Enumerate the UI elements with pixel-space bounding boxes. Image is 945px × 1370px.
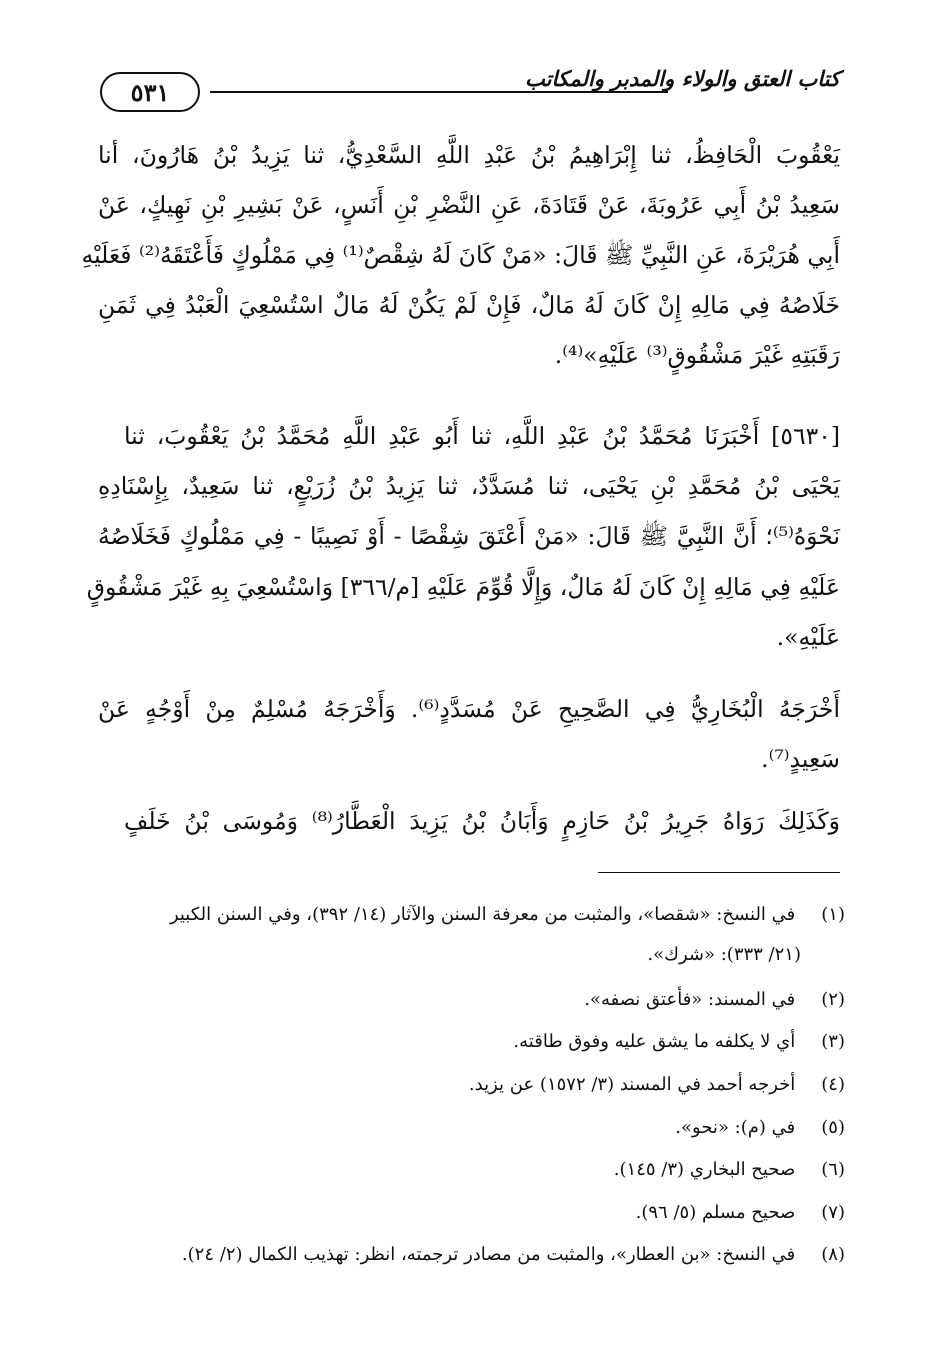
footnote-number: (٤) [821,1074,845,1095]
footnote-separator [598,872,840,873]
footnote-4 [103,1070,845,1100]
body-line: وَكَذَلِكَ رَوَاهُ جَرِيرُ بْنُ حَازِمٍ وَأَبَانُ بْنُ يَزِيدَ الْعَطَّارُ⁽⁸⁾ وَمُوسَى بْنُ خَلَفٍ [124,807,840,835]
page-number: ٥٣١ [130,77,170,107]
body-line: سَعِيدُ بْنُ أَبِي عَرُوبَةَ، عَنْ قَتَادَةَ، عَنِ النَّضْرِ بْنِ أَنَسٍ، عَنْ بَشِيرِ بْنِ نَهِيكٍ، عَنْ [98,191,840,219]
footnote-text: أي لا يكلفه ما يشق عليه وفوق طاقته. [513,1031,796,1052]
body-line: خَلَاصُهُ فِي مَالِهِ إِنْ كَانَ لَهُ مَالٌ، فَإِنْ لَمْ يَكُنْ لَهُ مَالٌ اسْتُسْعِيَ الْعَبْدُ فِي ثَمَنِ [98,291,840,319]
footnote-1-continuation: (٢١/ ٣٣٣): «شرك». [647,944,801,965]
footnote-text: في النسخ: «بن العطار»، والمثبت من مصادر ترجمته، انظر: تهذيب الكمال (٢/ ٢٤). [181,1244,796,1265]
footnote-text: صحيح مسلم (٥/ ٩٦). [635,1202,796,1223]
body-line: رَقَبَتِهِ غَيْرَ مَشْقُوقٍ⁽³⁾ عَلَيْهِ»⁽⁴⁾. [554,341,840,369]
body-line: عَلَيْهِ فِي مَالِهِ إِنْ كَانَ لَهُ مَالٌ، وَإِلَّا قُوِّمَ عَلَيْهِ [م/٣٦٦] وَاسْتُسْعِيَ بِهِ غَيْرَ مَشْقُوقٍ [86,573,840,601]
body-line: أَبِي هُرَيْرَةَ، عَنِ النَّبِيِّ ﷺ قَالَ: «مَنْ كَانَ لَهُ شِقْصٌ⁽¹⁾ فِي مَمْلُوكٍ فَأَعْتَقَهُ⁽²⁾ فَعَلَيْهِ [81,241,840,269]
body-line: يَحْيَى بْنُ مُحَمَّدِ بْنِ يَحْيَى، ثنا مُسَدَّدٌ، ثنا يَزِيدُ بْنُ زُرَيْعٍ، ثنا سَعِيدٌ، بِإِسْنَادِهِ [98,472,840,500]
takhrij-line: أَخْرَجَهُ الْبُخَارِيُّ فِي الصَّحِيحِ عَنْ مُسَدَّدٍ⁽⁶⁾. وَأَخْرَجَهُ مُسْلِمٌ مِنْ أَوْجُهٍ عَنْ [98,695,840,723]
body-line: سَعِيدٍ⁽⁷⁾. [761,745,840,773]
footnote-5 [103,1113,845,1143]
footnote-number: (٥) [821,1117,845,1138]
footnote-number: (٢) [821,989,845,1010]
footnote-number: (٣) [821,1031,845,1052]
footnote-6 [103,1155,845,1185]
footnote-number: (٨) [821,1244,845,1265]
page-header [100,58,840,122]
footnote-3 [103,1027,845,1057]
footnote-1 [103,900,845,930]
footnote-number: (٧) [821,1202,845,1223]
page-number-badge [100,72,200,112]
header-rule [210,91,668,93]
body-line: نَحْوَهُ⁽⁵⁾؛ أَنَّ النَّبِيَّ ﷺ قَالَ: «مَنْ أَعْتَقَ شِقْصًا - أَوْ نَصِيبًا - فِي مَمْلُوكٍ فَخَلَاصُهُ [98,522,840,550]
body-line: يَعْقُوبَ الْحَافِظُ، ثنا إِبْرَاهِيمُ بْنُ عَبْدِ اللَّهِ السَّعْدِيُّ، ثنا يَزِيدُ بْنُ هَارُونَ، أنا [98,141,840,169]
footnote-8 [103,1240,845,1270]
body-line: عَلَيْهِ». [776,623,840,651]
footnote-text: في النسخ: «شقصا»، والمثبت من معرفة السنن والآثار (١٤/ ٣٩٢)، وفي السنن الكبير [169,904,796,925]
book-title: كتاب العتق والولاء والمدبر والمكاتب [525,66,840,91]
footnote-2 [103,985,845,1015]
footnote-text: صحيح البخاري (٣/ ١٤٥). [613,1159,796,1180]
footnote-7 [103,1198,845,1228]
footnote-number: (١) [821,904,845,925]
footnote-number: (٦) [821,1159,845,1180]
hadith-5630-line: [٥٦٣٠] أَخْبَرَنَا مُحَمَّدُ بْنُ عَبْدِ اللَّهِ، ثنا أَبُو عَبْدِ اللَّهِ مُحَمَّدُ بْنُ يَعْقُوبَ، ثنا [124,422,840,450]
footnote-text: في (م): «نحو». [675,1117,796,1138]
footnote-text: في المسند: «فأعتق نصفه». [584,989,796,1010]
footnote-text: أخرجه أحمد في المسند (٣/ ١٥٧٢) عن يزيد. [468,1074,796,1095]
